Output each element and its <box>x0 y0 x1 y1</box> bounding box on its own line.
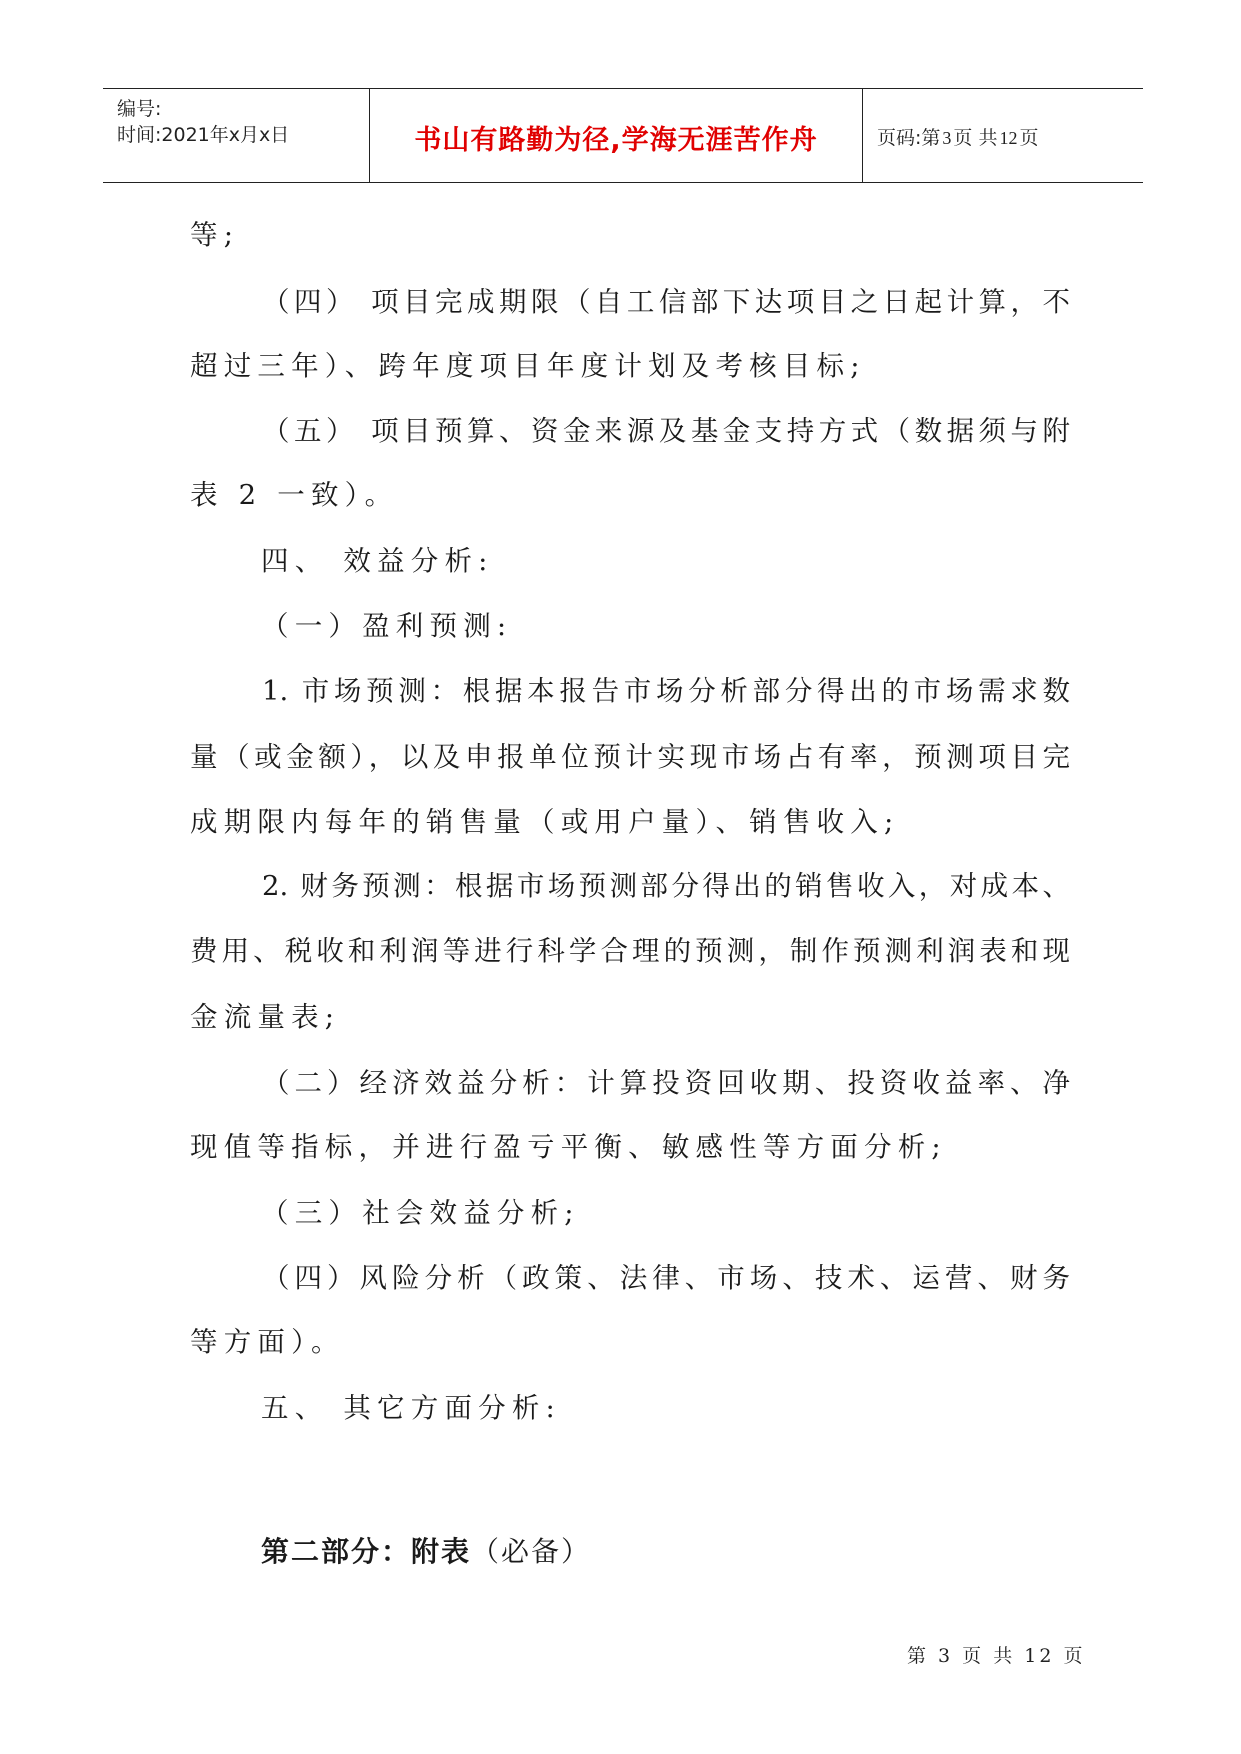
paragraph-line: 成期限内每年的销售量（或用户量）、销售收入; <box>190 806 900 838</box>
paragraph-line: （二）经济效益分析：计算投资回收期、投资收益率、净 <box>262 1067 1070 1099</box>
paragraph-line: 等方面）。 <box>190 1326 345 1358</box>
paragraph-line: （五） 项目预算、资金来源及基金支持方式（数据须与附 <box>262 415 1070 447</box>
paragraph-line: 金流量表; <box>190 1001 341 1033</box>
paragraph-line: 量（或金额），以及申报单位预计实现市场占有率，预测项目完 <box>190 741 1070 773</box>
paragraph-line: 1. 市场预测：根据本报告市场分析部分得出的市场需求数 <box>262 675 1070 707</box>
paragraph-line: 费用、税收和利润等进行科学合理的预测，制作预测利润表和现 <box>190 935 1070 967</box>
paragraph-line: （四） 项目完成期限（自工信部下达项目之日起计算，不 <box>262 286 1070 318</box>
section-heading: 四、 效益分析: <box>261 545 494 577</box>
subsection-heading: （三）社会效益分析; <box>261 1197 580 1229</box>
subsection-heading: （一）盈利预测: <box>261 610 513 642</box>
paragraph-line: 现值等指标，并进行盈亏平衡、敏感性等方面分析; <box>190 1131 947 1163</box>
part-two-note: （必备） <box>471 1535 592 1568</box>
part-two-title: 第二部分：附表 <box>261 1535 472 1568</box>
header-page-cell <box>863 89 1143 182</box>
doc-code-label: 编号: <box>117 98 162 120</box>
page-prefix: 页码:第 <box>877 127 941 149</box>
page-footer: 第 3 页 共 12 页 <box>907 1645 1086 1667</box>
page-total: 12 <box>999 128 1018 148</box>
page-header <box>103 88 1143 183</box>
header-motto-cell <box>370 89 863 182</box>
page-mid: 页 共 <box>953 127 998 149</box>
page-suffix: 页 <box>1019 127 1039 149</box>
paragraph-line: 等; <box>190 219 240 251</box>
header-motto: 书山有路勤为径,学海无涯苦作舟 <box>414 125 818 156</box>
paragraph-line: 2. 财务预测：根据市场预测部分得出的销售收入，对成本、 <box>262 870 1070 902</box>
header-meta-cell <box>103 89 370 182</box>
page-number: 3 <box>942 128 952 148</box>
paragraph-line: 超过三年）、跨年度项目年度计划及考核目标; <box>190 350 866 382</box>
paragraph-line: （四）风险分析（政策、法律、市场、技术、运营、财务 <box>262 1262 1070 1294</box>
part-two-heading <box>261 1530 591 1570</box>
header-page-info <box>877 123 1038 150</box>
doc-time-label: 时间:2021年x月x日 <box>117 124 290 146</box>
section-heading: 五、 其它方面分析: <box>261 1392 562 1424</box>
paragraph-line: 表 2 一致）。 <box>190 479 399 511</box>
